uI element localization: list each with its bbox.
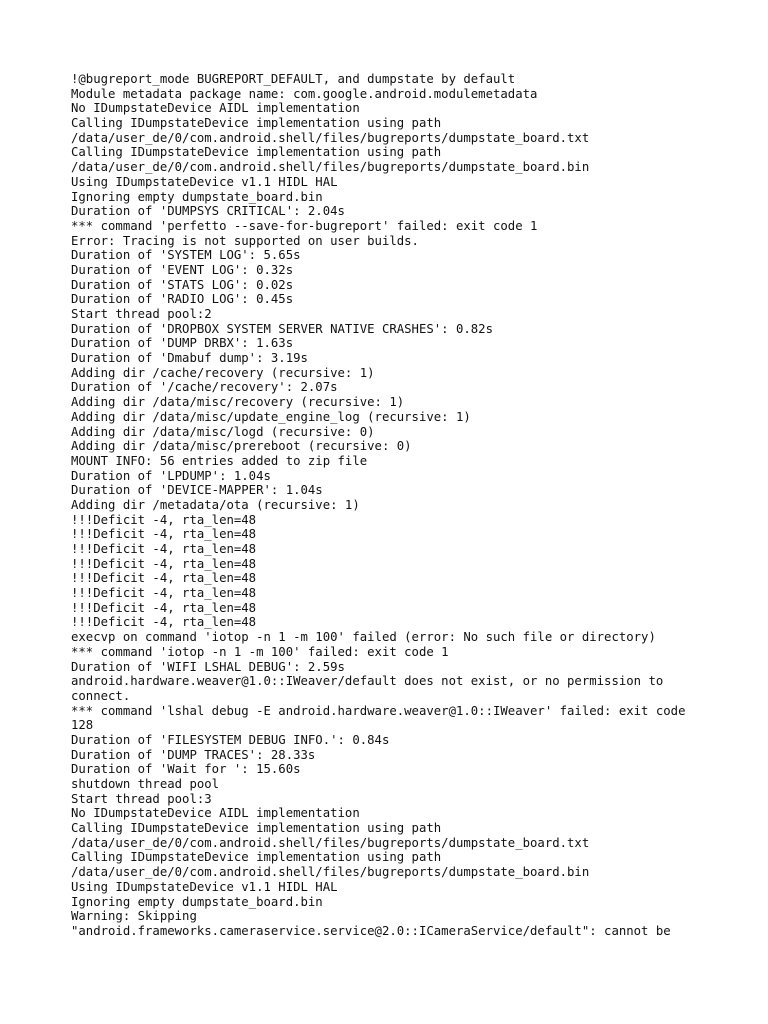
log-line: Using IDumpstateDevice v1.1 HIDL HAL	[71, 879, 338, 894]
log-line: shutdown thread pool	[71, 777, 220, 791]
log-line: connect.	[71, 688, 131, 703]
log-line: !!!Deficit -4, rta_len=48	[71, 586, 257, 601]
log-line: Duration of 'DEVICE-MAPPER': 1.04s	[71, 483, 323, 498]
log-line: Warning: Skipping	[71, 909, 197, 924]
log-line: !!!Deficit -4, rta_len=48	[71, 512, 257, 527]
log-line: Start thread pool:3	[71, 791, 212, 806]
log-line: Ignoring empty dumpstate_board.bin	[71, 894, 323, 909]
log-line: Duration of 'Wait for ': 15.60s	[71, 762, 301, 777]
log-line: "android.frameworks.cameraservice.service@2.0::ICameraService/default": cannot be	[71, 923, 671, 938]
log-line: !!!Deficit -4, rta_len=48	[71, 615, 257, 630]
log-line: execvp on command 'iotop -n 1 -m 100' failed (error: No such file or directory)	[71, 630, 656, 645]
log-line: Duration of 'DUMP TRACES': 28.33s	[71, 747, 316, 762]
log-line: Module metadata package name: com.google.android.modulemetadata	[71, 86, 538, 101]
log-line: /data/user_de/0/com.android.shell/files/bugreports/dumpstate_board.bin	[71, 865, 590, 880]
log-line: MOUNT INFO: 56 entries added to zip file	[71, 453, 368, 468]
log-line: !!!Deficit -4, rta_len=48	[71, 571, 257, 586]
log-line: Adding dir /data/misc/logd (recursive: 0)	[71, 424, 375, 439]
log-line: 128	[71, 718, 94, 733]
log-line: Duration of 'Dmabuf dump': 3.19s	[71, 351, 308, 366]
log-line: Duration of 'STATS LOG': 0.02s	[71, 277, 294, 292]
log-line: Duration of 'DROPBOX SYSTEM SERVER NATIVE CRASHES': 0.82s	[71, 321, 493, 336]
log-line: Adding dir /cache/recovery (recursive: 1)	[71, 365, 375, 380]
log-line: Duration of 'WIFI LSHAL DEBUG': 2.59s	[71, 659, 345, 674]
log-line: android.hardware.weaver@1.0::IWeaver/default does not exist, or no permission to	[71, 674, 664, 689]
log-line: Duration of 'SYSTEM LOG': 5.65s	[71, 248, 301, 263]
log-line: Calling IDumpstateDevice implementation using path	[71, 821, 442, 836]
log-line: Adding dir /data/misc/recovery (recursive: 1)	[71, 395, 405, 410]
log-line: Adding dir /data/misc/prereboot (recursive: 0)	[71, 439, 412, 454]
log-line: !!!Deficit -4, rta_len=48	[71, 556, 257, 571]
log-line: Duration of '/cache/recovery': 2.07s	[71, 380, 338, 395]
log-line: Calling IDumpstateDevice implementation using path	[71, 145, 442, 160]
log-line: Duration of 'RADIO LOG': 0.45s	[71, 292, 294, 307]
log-line: No IDumpstateDevice AIDL implementation	[71, 806, 360, 821]
log-line: *** command 'perfetto --save-for-bugreport' failed: exit code 1	[71, 218, 538, 233]
log-line: *** command 'lshal debug -E android.hardware.weaver@1.0::IWeaver' failed: exit code	[71, 703, 686, 718]
log-line: !@bugreport_mode BUGREPORT_DEFAULT, and dumpstate by default	[71, 72, 516, 86]
log-line: Start thread pool:2	[71, 307, 212, 321]
log-line: !!!Deficit -4, rta_len=48	[71, 600, 257, 615]
log-line: Adding dir /data/misc/update_engine_log (recursive: 1)	[71, 409, 471, 424]
log-line: /data/user_de/0/com.android.shell/files/bugreports/dumpstate_board.bin	[71, 160, 590, 175]
log-line: !!!Deficit -4, rta_len=48	[71, 527, 257, 542]
log-line: Calling IDumpstateDevice implementation using path	[71, 850, 442, 865]
log-line: !!!Deficit -4, rta_len=48	[71, 542, 257, 556]
log-line: *** command 'iotop -n 1 -m 100' failed: exit code 1	[71, 644, 449, 659]
log-line: No IDumpstateDevice AIDL implementation	[71, 101, 360, 116]
log-line: Duration of 'LPDUMP': 1.04s	[71, 468, 271, 483]
log-line: Duration of 'FILESYSTEM DEBUG INFO.': 0.84s	[71, 732, 390, 747]
log-line: Calling IDumpstateDevice implementation using path	[71, 116, 442, 131]
log-line: /data/user_de/0/com.android.shell/files/bugreports/dumpstate_board.txt	[71, 130, 590, 145]
log-line: Using IDumpstateDevice v1.1 HIDL HAL	[71, 174, 338, 189]
log-line: /data/user_de/0/com.android.shell/files/bugreports/dumpstate_board.txt	[71, 835, 590, 850]
log-line: Duration of 'EVENT LOG': 0.32s	[71, 262, 294, 277]
log-text-block	[71, 72, 731, 939]
log-line: Error: Tracing is not supported on user builds.	[71, 233, 419, 248]
log-line: Adding dir /metadata/ota (recursive: 1)	[71, 497, 360, 512]
log-line: Ignoring empty dumpstate_board.bin	[71, 189, 323, 204]
log-line: Duration of 'DUMP DRBX': 1.63s	[71, 336, 294, 351]
log-line: Duration of 'DUMPSYS CRITICAL': 2.04s	[71, 204, 345, 219]
